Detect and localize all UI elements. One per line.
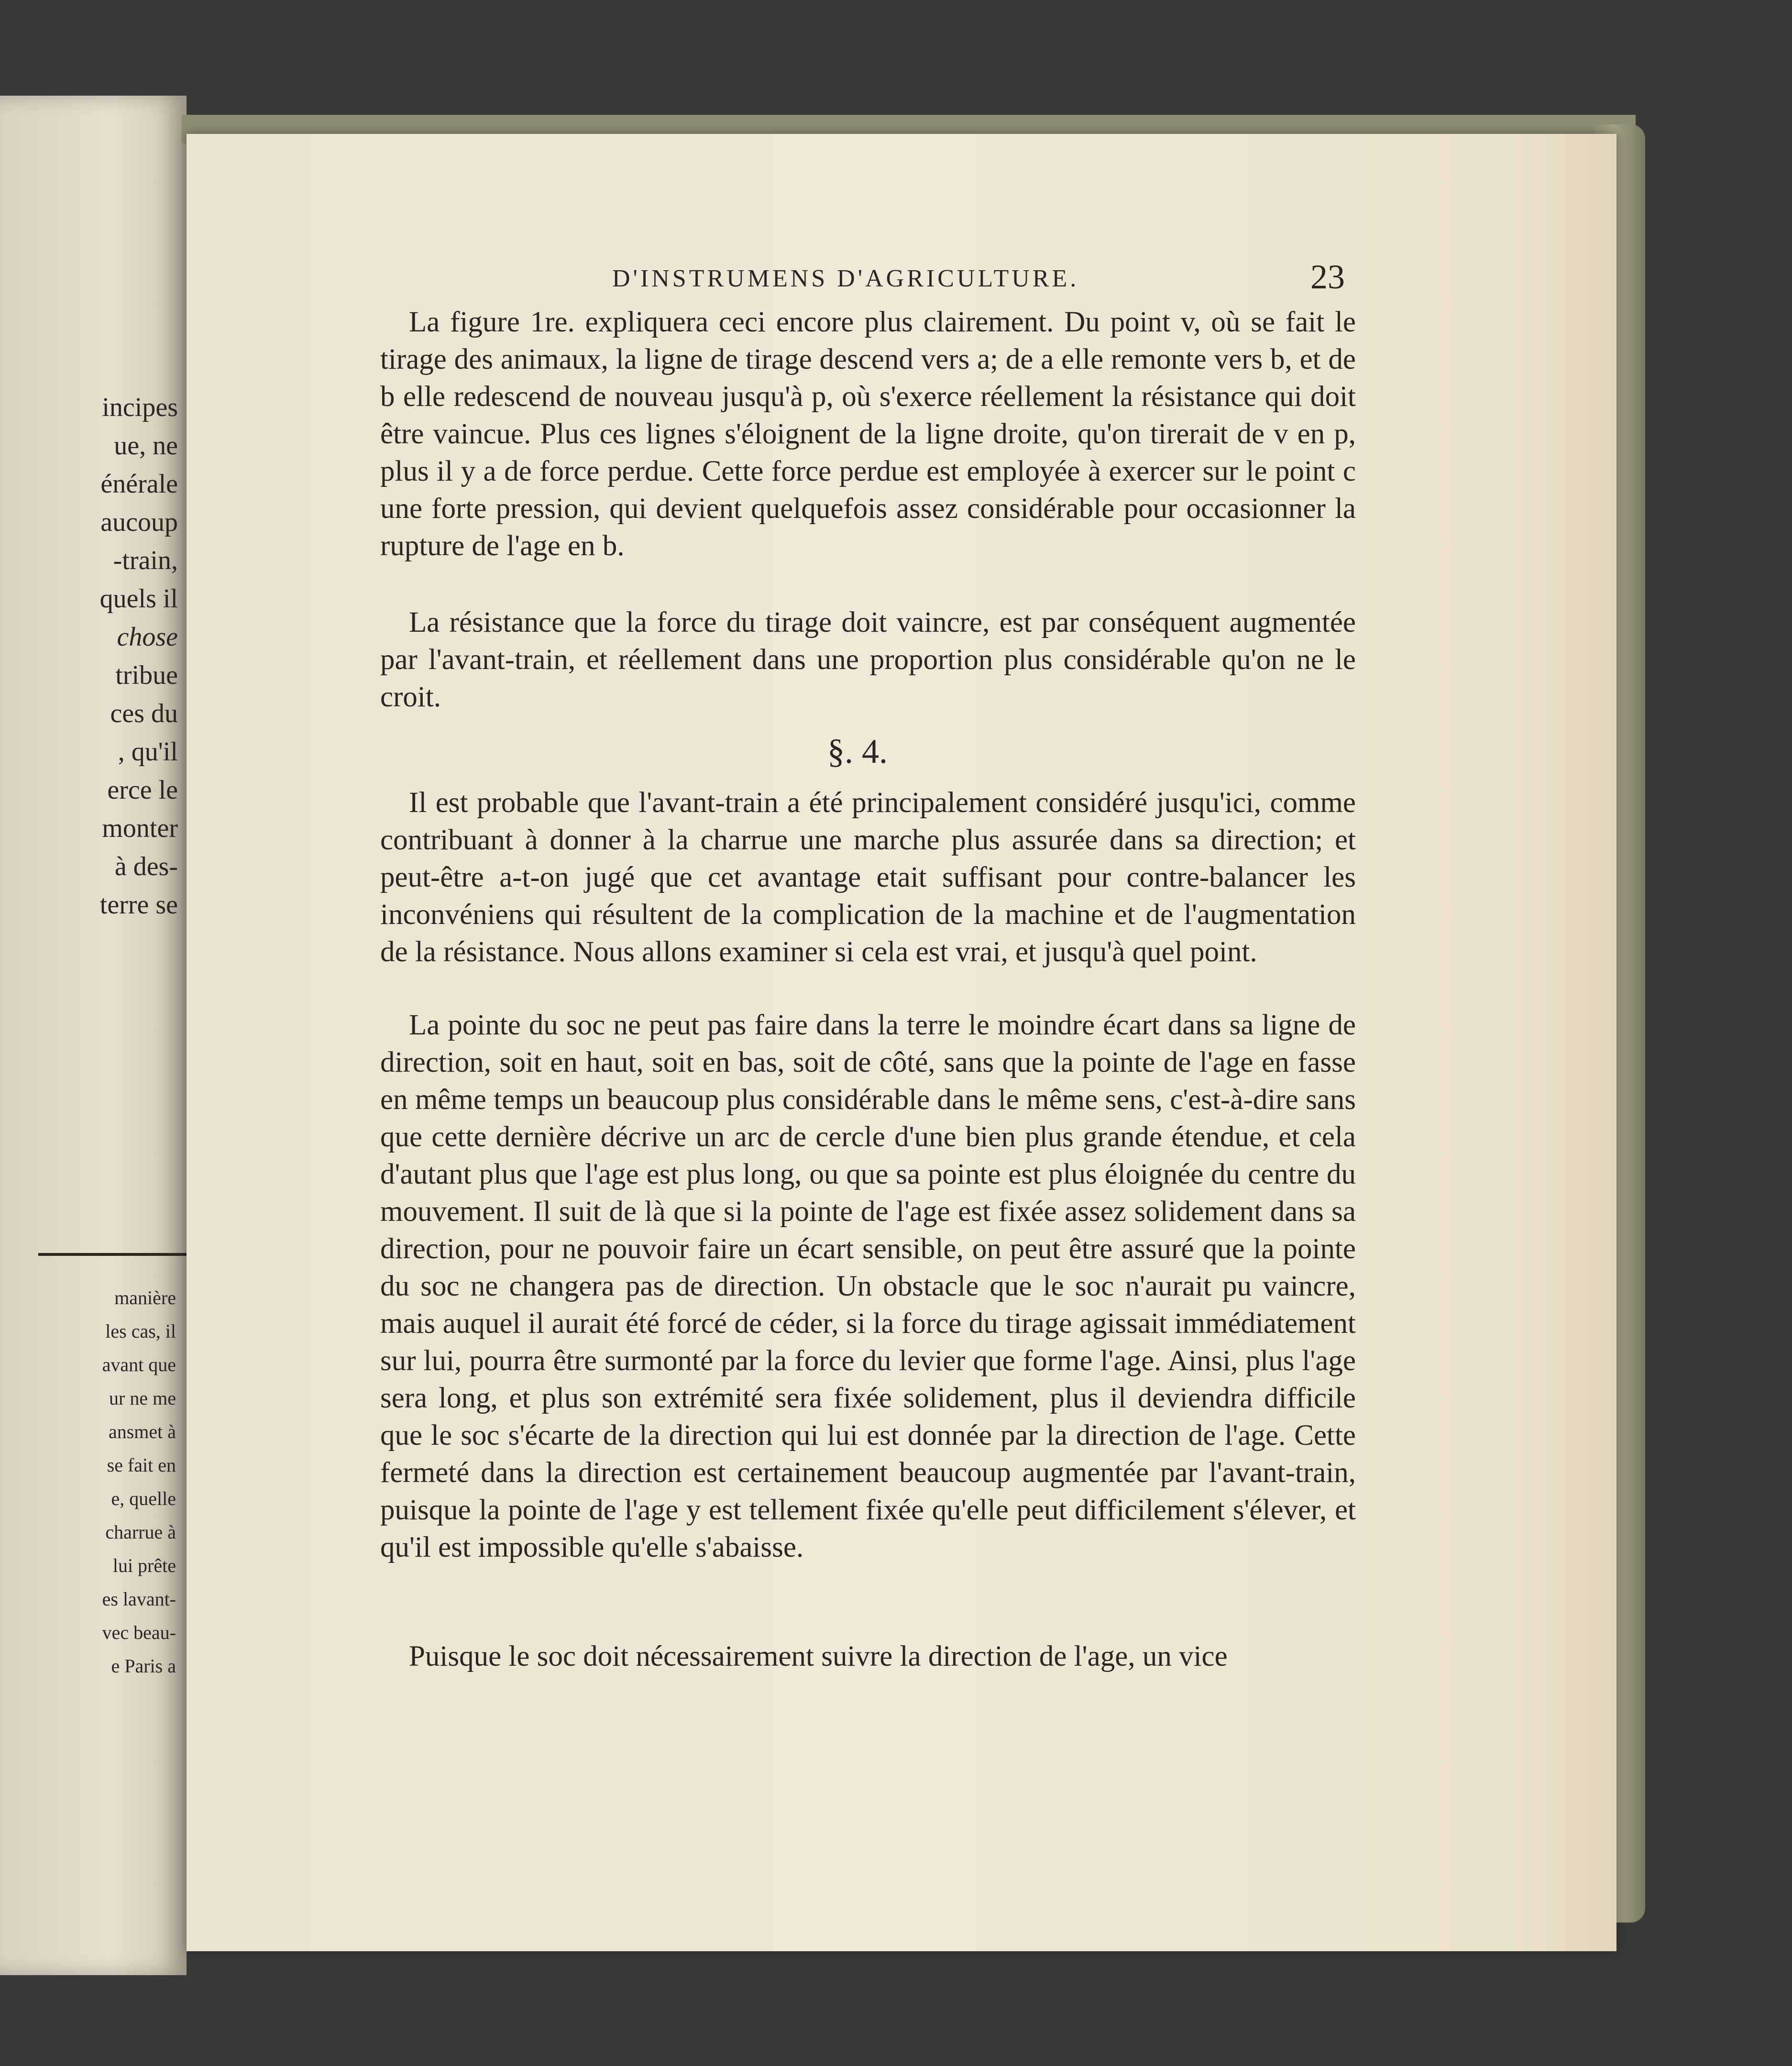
left-page-line: ue, ne [114,431,178,461]
left-page-line: à des- [114,852,178,881]
section-heading: §. 4. [827,732,888,770]
left-footnote-line: se fait en [107,1454,176,1476]
left-page-line: terre se [99,890,178,920]
left-footnote-line: ansmet à [108,1421,176,1442]
paragraph: La pointe du soc ne peut pas faire dans la terre le moindre écart dans sa ligne de direction, soit en haut, soit en bas, soit de côté, sans que la pointe de l'age en fasse en même temps un beaucoup plus considérable dans le même sens, c'est-à-dire sans que cette dernière décrive un arc de cercle d'une bien plus grande étendue, et cela d'autant plus que l'age est plus long, ou que sa pointe est plus éloignée du centre du mouvement. Il suit de là que si la pointe de l'age est fixée assez solidement dans sa direction, pour ne pouvoir faire un écart sensible, on peut être assuré que la pointe du soc ne changera pas de direction. Un obstacle que le soc n'aurait pu vaincre, mais auquel il aurait été forcé de céder, si la force du tirage agissait immédiatement sur lui, pourra être surmonté par la force du levier que forme l'age. Ainsi, plus l'age sera long, et plus son extrémité sera fixée solidement, plus il deviendra difficile que le soc s'écarte de la direction qui lui est donnée par la direction de l'age. Cette fermeté dans la direction est certainement beaucoup augmentée par l'avant-train, puisque la pointe de l'age y est tellement fixée qu'elle peut difficilement s'élever, et qu'il est impossible qu'elle s'abaisse. [380,1009,1356,1563]
running-header: D'INSTRUMENS D'AGRICULTURE. [612,265,1079,292]
left-page-line: monter [102,813,178,843]
left-page-line: -train, [113,546,178,575]
left-footnote-line: ur ne me [109,1387,176,1409]
left-footnote-line: les cas, il [105,1320,176,1342]
previous-page [0,96,187,1975]
left-page-line: chose [117,622,178,652]
paragraph: La résistance que la force du tirage doit vaincre, est par conséquent augmentée par l'avant-train, et réellement dans une proportion plus considérable qu'on ne le croit. [380,606,1356,713]
left-page-line: aucoup [100,507,178,537]
left-page-line: ces du [110,699,178,728]
left-footnote-line: charrue à [105,1521,176,1543]
left-page-line: tribue [115,660,178,690]
left-footnote-line: vec beau- [102,1622,176,1643]
left-page-line: erce le [107,775,178,805]
left-page-line: incipes [102,393,178,422]
paragraph: Il est probable que l'avant-train a été principalement considéré jusqu'ici, comme contribuant à donner à la charrue une marche plus assurée dans sa direction; et peut-être a-t-on jugé que cet avantage etait suffisant pour contre-balancer les inconvéniens qui résultent de la complication de la machine et de l'augmentation de la résistance. Nous allons examiner si cela est vrai, et jusqu'à quel point. [380,787,1356,968]
footnote-rule [38,1253,187,1256]
left-footnote-line: lui prête [112,1555,176,1576]
left-footnote-line: manière [114,1287,176,1308]
left-footnote-line: es lavant- [102,1588,176,1610]
left-page-line: quels il [99,584,178,614]
left-page-line: énérale [100,469,178,499]
page-number: 23 [1310,258,1345,296]
left-footnote-line: e, quelle [111,1488,176,1509]
paragraph: Puisque le soc doit nécessairement suivre la direction de l'age, un vice [409,1640,1228,1672]
left-page-line: , qu'il [118,737,178,767]
paragraph: La figure 1re. expliquera ceci encore plus clairement. Du point v, où se fait le tirage des animaux, la ligne de tirage descend vers a; de a elle remonte vers b, et de b elle redescend de nouveau jusqu'à p, où s'exerce réellement la résistance qui doit être vaincue. Plus ces lignes s'éloignent de la ligne droite, qu'on tirerait de v en p, plus il y a de force perdue. Cette force perdue est employée à exercer sur le point c une forte pression, qui devient quelquefois assez considérable pour occasionner la rupture de l'age en b. [380,306,1356,562]
left-footnote-line: avant que [102,1354,176,1375]
left-footnote-line: e Paris a [111,1655,176,1677]
